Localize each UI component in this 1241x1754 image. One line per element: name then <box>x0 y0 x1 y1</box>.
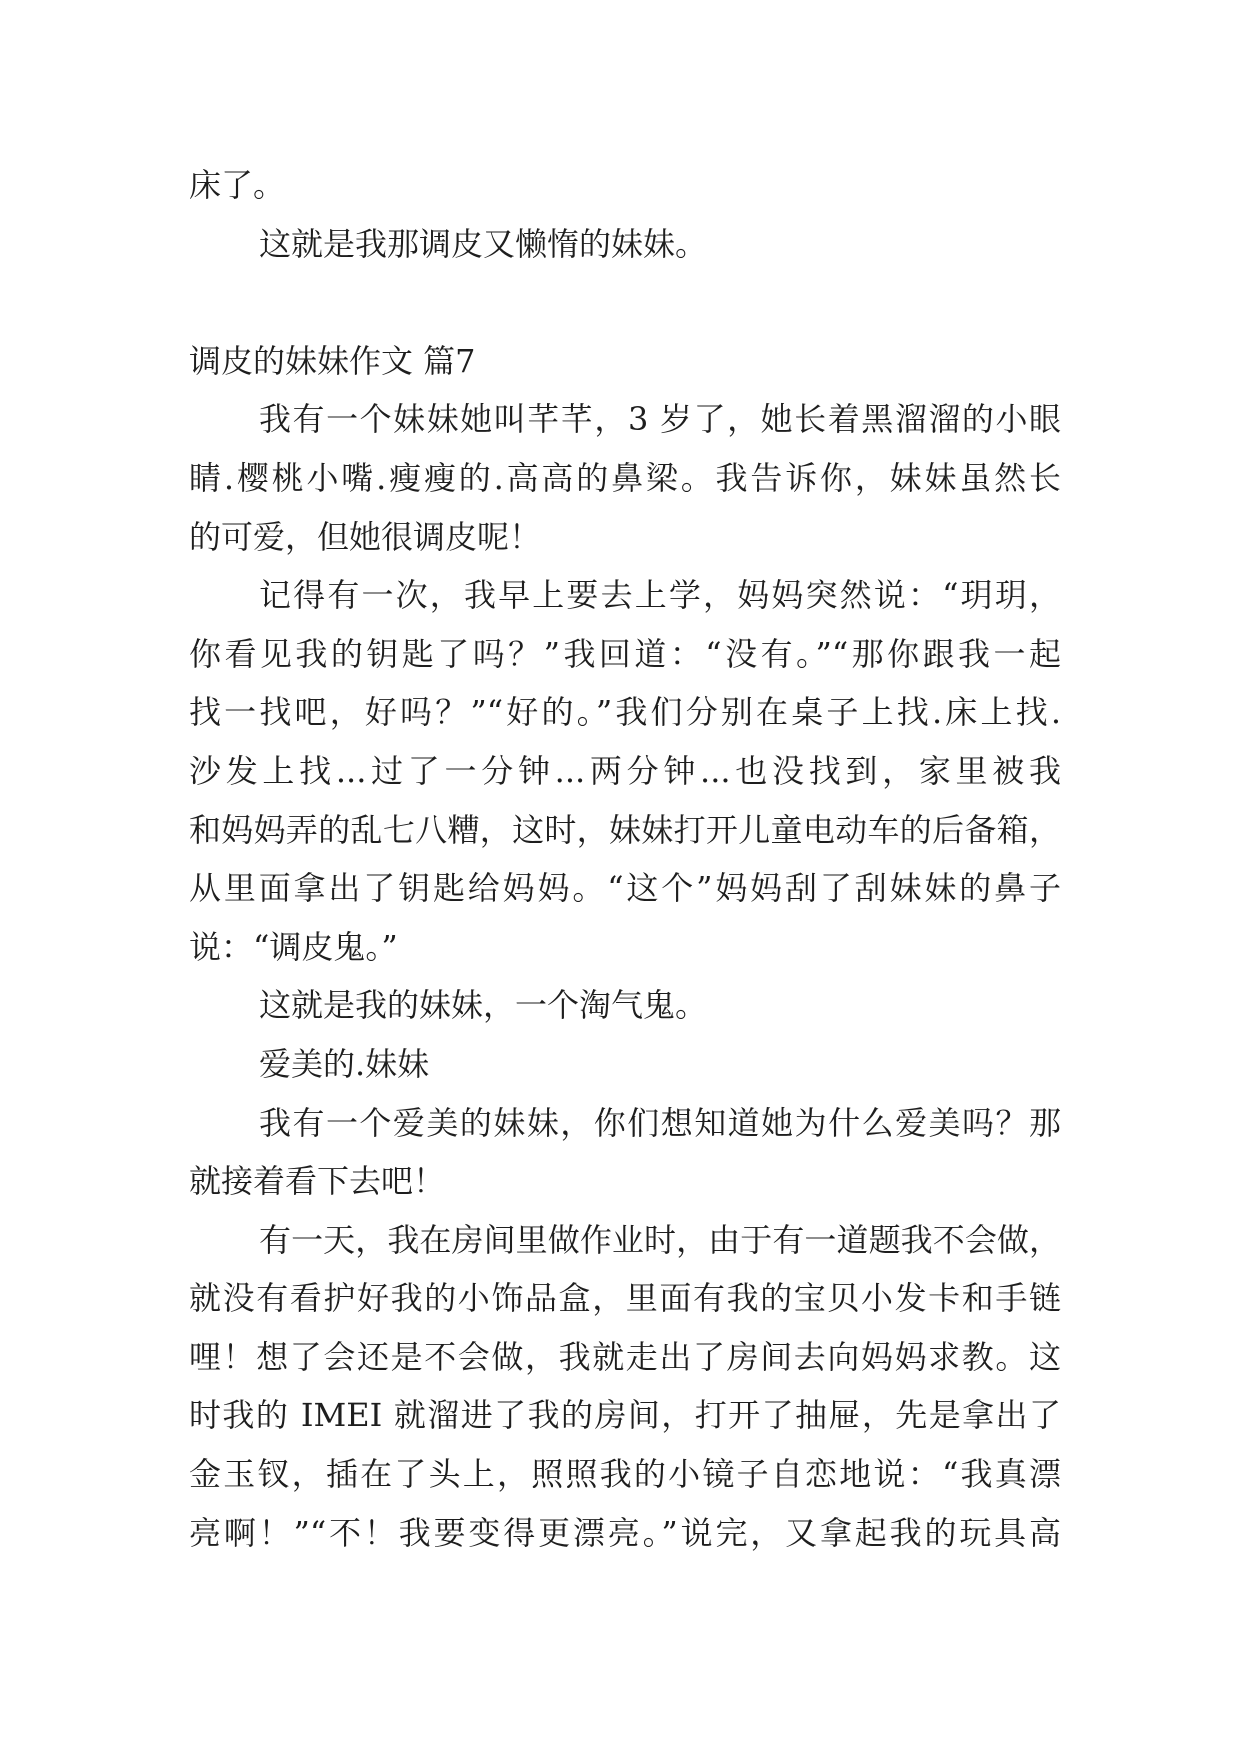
paragraph-line: 金玉钗，插在了头上，照照我的小镜子自恋地说：“我真漂 <box>189 1455 1061 1494</box>
section-heading-text: 调皮的妹妹作文 篇7 <box>189 341 476 380</box>
paragraph-line: 找一找吧，好吗？”“好的。”我们分别在桌子上找.床上找. <box>189 693 1061 732</box>
paragraph-line: 沙发上找...过了一分钟...两分钟...也没找到，家里被我 <box>189 751 1061 790</box>
paragraph-line: 我有一个妹妹她叫芊芊，3 岁了，她长着黑溜溜的小眼 <box>259 400 1061 439</box>
paragraph <box>189 566 1061 976</box>
paragraph-line: 和妈妈弄的乱七八糟，这时，妹妹打开儿童电动车的后备箱， <box>189 810 1061 849</box>
paragraph <box>189 215 1061 274</box>
paragraph <box>189 1211 1061 1563</box>
paragraph-line: 从里面拿出了钥匙给妈妈。“这个”妈妈刮了刮妹妹的鼻子 <box>189 869 1061 908</box>
paragraph <box>189 156 1061 215</box>
document-page <box>189 156 1061 1562</box>
paragraph-line: 时我的 IMEI 就溜进了我的房间，打开了抽屉，先是拿出了 <box>189 1396 1061 1435</box>
paragraph <box>189 976 1061 1035</box>
paragraph <box>189 390 1061 566</box>
section-heading <box>189 332 1061 391</box>
paragraph-line: 有一天，我在房间里做作业时，由于有一道题我不会做， <box>259 1220 1061 1259</box>
paragraph-line: 这就是我那调皮又懒惰的妹妹。 <box>259 224 708 263</box>
paragraph-line: 这就是我的妹妹，一个淘气鬼。 <box>259 986 708 1025</box>
paragraph-line: 爱美的.妹妹 <box>259 1044 430 1083</box>
paragraph-line: 说：“调皮鬼。” <box>189 927 398 966</box>
paragraph <box>189 1035 1061 1094</box>
paragraph-line: 哩！想了会还是不会做，我就走出了房间去向妈妈求教。这 <box>189 1337 1061 1376</box>
paragraph <box>189 1094 1061 1211</box>
paragraph-line: 亮啊！”“不！我要变得更漂亮。”说完，又拿起我的玩具高 <box>189 1513 1061 1552</box>
paragraph-line: 我有一个爱美的妹妹，你们想知道她为什么爱美吗？那 <box>259 1103 1061 1142</box>
paragraph-line: 的可爱，但她很调皮呢！ <box>189 517 542 556</box>
paragraph-line: 睛.樱桃小嘴.瘦瘦的.高高的鼻梁。我告诉你，妹妹虽然长 <box>189 458 1061 497</box>
paragraph-line: 就接着看下去吧！ <box>189 1162 446 1201</box>
paragraph-line: 记得有一次，我早上要去上学，妈妈突然说：“玥玥， <box>259 576 1061 615</box>
paragraph-line: 你看见我的钥匙了吗？”我回道：“没有。”“那你跟我一起 <box>189 634 1061 673</box>
paragraph-line: 床了。 <box>189 166 286 204</box>
paragraph-line: 就没有看护好我的小饰品盒，里面有我的宝贝小发卡和手链 <box>189 1279 1061 1318</box>
